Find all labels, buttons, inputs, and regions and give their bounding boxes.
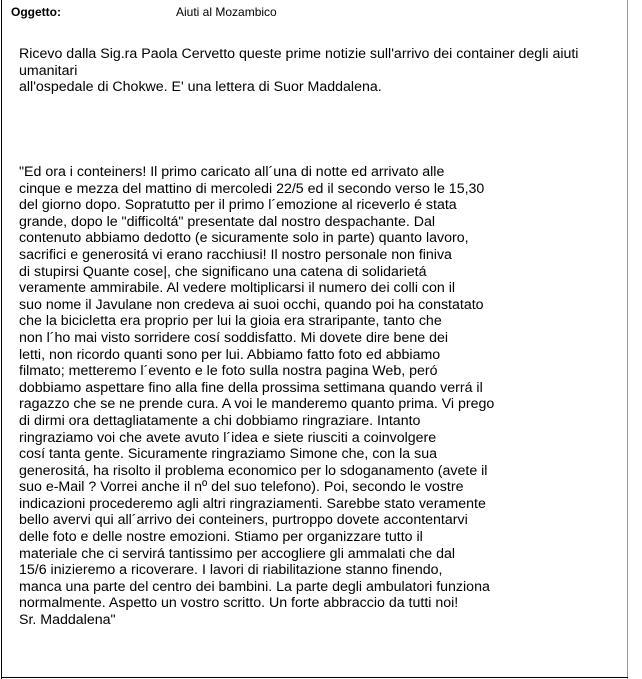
letter-line: sacrifici e generositá vi erano racchiusi! Il nostro personale non finiva <box>19 246 452 263</box>
frame-right-border <box>627 0 628 679</box>
letter-line: ringraziamo voi che avete avuto l´idea e siete riusciti a coinvolgere <box>19 429 437 446</box>
intro-line: all'ospedale di Chokwe. E' una lettera di Suor Maddalena. <box>19 79 382 96</box>
letter-line: normalmente. Aspetto un vostro scritto. Un forte abbraccio da tutti noi! <box>19 595 459 612</box>
subject-value: Aiuti al Mozambico <box>176 5 277 19</box>
letter-line: di stupirsi Quante cose|, che significano una catena di solidarietá <box>19 263 427 280</box>
frame-bottom-border <box>1 677 628 678</box>
subject-label: Oggetto: <box>11 5 61 19</box>
letter-line: bello avervi qui all´arrivo dei conteiners, purtroppo dovete accontentarvi <box>19 512 468 529</box>
letter-line: che la bicicletta era proprio per lui la gioia era straripante, tanto che <box>19 313 442 330</box>
letter-line: cinque e mezza del mattino di mercoledi 22/5 ed il secondo verso le 15,30 <box>19 180 485 197</box>
letter-line: filmato; metteremo l´evento e le foto sulla nostra pagina Web, peró <box>19 363 438 380</box>
letter-line: dobbiamo aspettare fino alla fine della prossima settimana quando verrá il <box>19 379 483 396</box>
letter-line: veramente ammirabile. Al vedere moltiplicarsi il numero dei colli con il <box>19 280 456 297</box>
letter-line: contenuto abbiamo dedotto (e sicuramente solo in parte) quanto lavoro, <box>19 230 469 247</box>
intro-line: umanitari <box>19 62 78 79</box>
letter-line: letti, non ricordo quanti sono per lui. Abbiamo fatto foto ed abbiamo <box>19 346 441 363</box>
letter-line: suo nome il Javulane non credeva ai suoi occhi, quando poi ha constatato <box>19 296 484 313</box>
letter-line: generositá, ha risolto il problema economico per lo sdoganamento (avete il <box>19 462 488 479</box>
letter-line: suo e-Mail ? Vorrei anche il nº del suo telefono). Poi, secondo le vostre <box>19 479 464 496</box>
letter-line: grande, dopo le "difficoltá" presentate dal nostro despachante. Dal <box>19 213 436 230</box>
letter-line: ragazzo che se ne prende cura. A voi le manderemo quanto prima. Vi prego <box>19 396 495 413</box>
letter-line: materiale che ci servirá tantissimo per accogliere gli ammalati che dal <box>19 545 456 562</box>
letter-line: del giorno dopo. Sopratutto per il primo l´emozione al riceverlo é stata <box>19 197 457 214</box>
letter-line: manca una parte del centro dei bambini. La parte degli ambulatori funziona <box>19 578 490 595</box>
frame-left-border <box>1 0 2 679</box>
letter-signature: Sr. Maddalena" <box>19 612 116 629</box>
letter-line: non l´ho mai visto sorridere cosí soddisfatto. Mi dovete dire bene dei <box>19 329 448 346</box>
intro-paragraph <box>19 46 619 96</box>
letter-body <box>19 164 624 629</box>
intro-line: Ricevo dalla Sig.ra Paola Cervetto queste prime notizie sull'arrivo dei container degli aiuti <box>19 46 579 62</box>
letter-line: "Ed ora i conteiners! Il primo caricato all´una di notte ed arrivato alle <box>19 164 445 180</box>
letter-line: indicazioni procederemo agli altri ringraziamenti. Sarebbe stato veramente <box>19 495 486 512</box>
letter-line: cosí tanta gente. Sicuramente ringraziamo Simone che, con la sua <box>19 446 437 463</box>
letter-line: 15/6 inizieremo a ricoverare. I lavori di riabilitazione stanno finendo, <box>19 562 443 579</box>
letter-line: delle foto e delle nostre emozioni. Stiamo per organizzare tutto il <box>19 529 423 546</box>
letter-line: di dirmi ora dettagliatamente a chi dobbiamo ringraziare. Intanto <box>19 412 421 429</box>
